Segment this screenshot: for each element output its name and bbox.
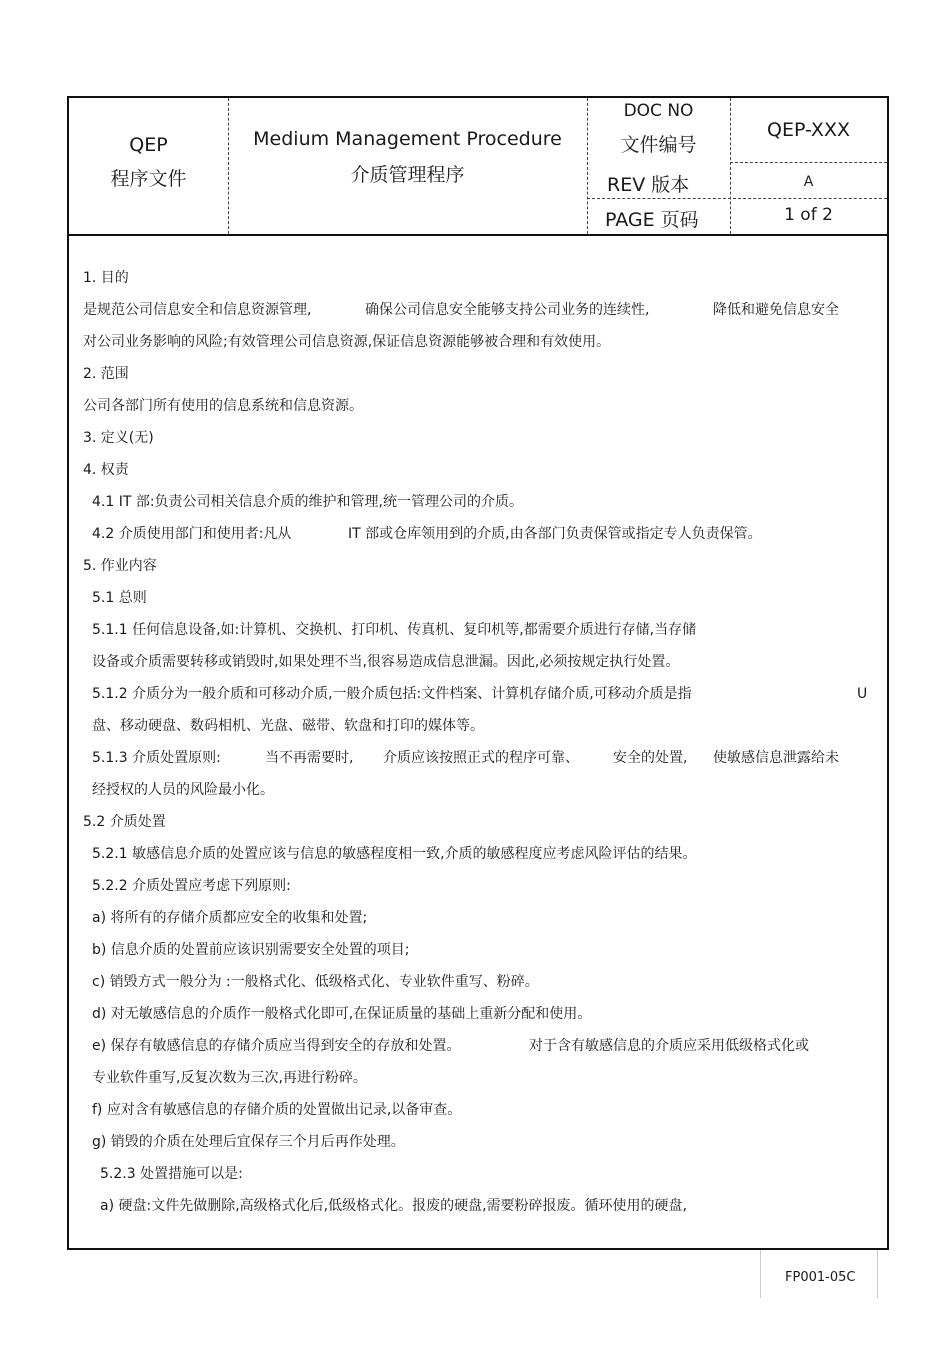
list-item [83, 1030, 873, 1062]
text-span: 介质应该按照正式的程序可靠、 [383, 750, 579, 766]
doc-no-value: QEP-XXX [767, 119, 850, 141]
paragraph-line: 经授权的人员的风险最小化。 [92, 782, 274, 798]
text-span: e) 保存有敏感信息的存储介质应当得到安全的存放和处置。 [92, 1038, 461, 1054]
list-item-continuation: 专业软件重写,反复次数为三次,再进行粉碎。 [92, 1070, 367, 1086]
paragraph-line: 4.1 IT 部:负责公司相关信息介质的维护和管理,统一管理公司的介质。 [92, 494, 524, 510]
section-heading: 2. 范围 [83, 366, 129, 382]
rev-value: A [803, 174, 814, 190]
text-span: 确保公司信息安全能够支持公司业务的连续性, [365, 302, 650, 318]
document-frame [67, 96, 889, 1250]
doc-type-code: QEP [129, 134, 168, 156]
text-span: 4.2 介质使用部门和使用者:凡从 [92, 526, 292, 542]
doc-title-en: Medium Management Procedure [253, 128, 562, 150]
subsection-heading: 5.2.3 处置措施可以是: [100, 1166, 243, 1182]
paragraph-line [83, 518, 873, 550]
page-value: 1 of 2 [784, 205, 833, 225]
paragraph-line: 盘、移动硬盘、数码相机、光盘、磁带、软盘和打印的媒体等。 [92, 718, 484, 734]
paragraph-line: 公司各部门所有使用的信息系统和信息资源。 [83, 398, 363, 414]
list-item: a) 将所有的存储介质都应安全的收集和处置; [92, 910, 368, 926]
text-span: 5.1.2 介质分为一般介质和可移动介质,一般介质包括:文件档案、计算机存储介质,可移动介质是指 [92, 686, 692, 702]
text-span: 是规范公司信息安全和信息资源管理, [83, 302, 312, 318]
paragraph-line: 5.2.2 介质处置应考虑下列原则: [92, 878, 291, 894]
page-label: PAGE 页码 [605, 209, 699, 231]
paragraph-line [83, 678, 873, 710]
list-item: b) 信息介质的处置前应该识别需要安全处置的项目; [92, 942, 410, 958]
document-body [83, 262, 873, 1222]
form-code: FP001-05C [785, 1270, 856, 1285]
text-span: 降低和避免信息安全 [713, 302, 839, 318]
doc-title-cn: 介质管理程序 [350, 164, 465, 186]
list-item: a) 硬盘:文件先做删除,高级格式化后,低级格式化。报废的硬盘,需要粉碎报废。循环使用的硬盘, [100, 1198, 688, 1214]
footer-form-box [760, 1250, 878, 1298]
text-span: IT 部或仓库领用到的介质,由各部门负责保管或指定专人负责保管。 [348, 526, 762, 542]
text-span: 使敏感信息泄露给未 [713, 750, 839, 766]
list-item: c) 销毁方式一般分为 :一般格式化、低级格式化、专业软件重写、粉碎。 [92, 974, 539, 990]
doc-type-name: 程序文件 [110, 168, 187, 190]
rev-label: REV 版本 [607, 174, 690, 196]
text-span: 5.1.3 介质处置原则: [92, 750, 221, 766]
text-span: 对于含有敏感信息的介质应采用低级格式化或 [529, 1038, 809, 1054]
subsection-heading: 5.1 总则 [92, 590, 147, 606]
section-heading: 3. 定义(无) [83, 430, 154, 446]
document-header [69, 98, 887, 236]
section-heading: 1. 目的 [83, 270, 129, 286]
paragraph-line: 5.2.1 敏感信息介质的处置应该与信息的敏感程度相一致,介质的敏感程度应考虑风险评估的结果。 [92, 846, 697, 862]
list-item: g) 销毁的介质在处理后宜保存三个月后再作处理。 [92, 1134, 405, 1150]
section-heading: 5. 作业内容 [83, 558, 157, 574]
text-span: 安全的处置, [613, 750, 688, 766]
text-span: 当不再需要时, [265, 750, 354, 766]
paragraph-line [83, 742, 873, 774]
paragraph-line: 5.1.1 任何信息设备,如:计算机、交换机、打印机、传真机、复印机等,都需要介质进行存储,当存储 [92, 622, 697, 638]
doc-no-label-cn: 文件编号 [620, 134, 697, 156]
paragraph-line [83, 294, 873, 326]
subsection-heading: 5.2 介质处置 [83, 814, 166, 830]
text-span: U [857, 686, 868, 702]
paragraph-line: 设备或介质需要转移或销毁时,如果处理不当,很容易造成信息泄漏。因此,必须按规定执行处置。 [92, 654, 680, 670]
list-item: d) 对无敏感信息的介质作一般格式化即可,在保证质量的基础上重新分配和使用。 [92, 1006, 592, 1022]
section-heading: 4. 权责 [83, 462, 129, 478]
doc-no-label-en: DOC NO [623, 101, 694, 121]
list-item: f) 应对含有敏感信息的存储介质的处置做出记录,以备审查。 [92, 1102, 462, 1118]
paragraph-line: 对公司业务影响的风险;有效管理公司信息资源,保证信息资源能够被合理和有效使用。 [83, 334, 611, 350]
